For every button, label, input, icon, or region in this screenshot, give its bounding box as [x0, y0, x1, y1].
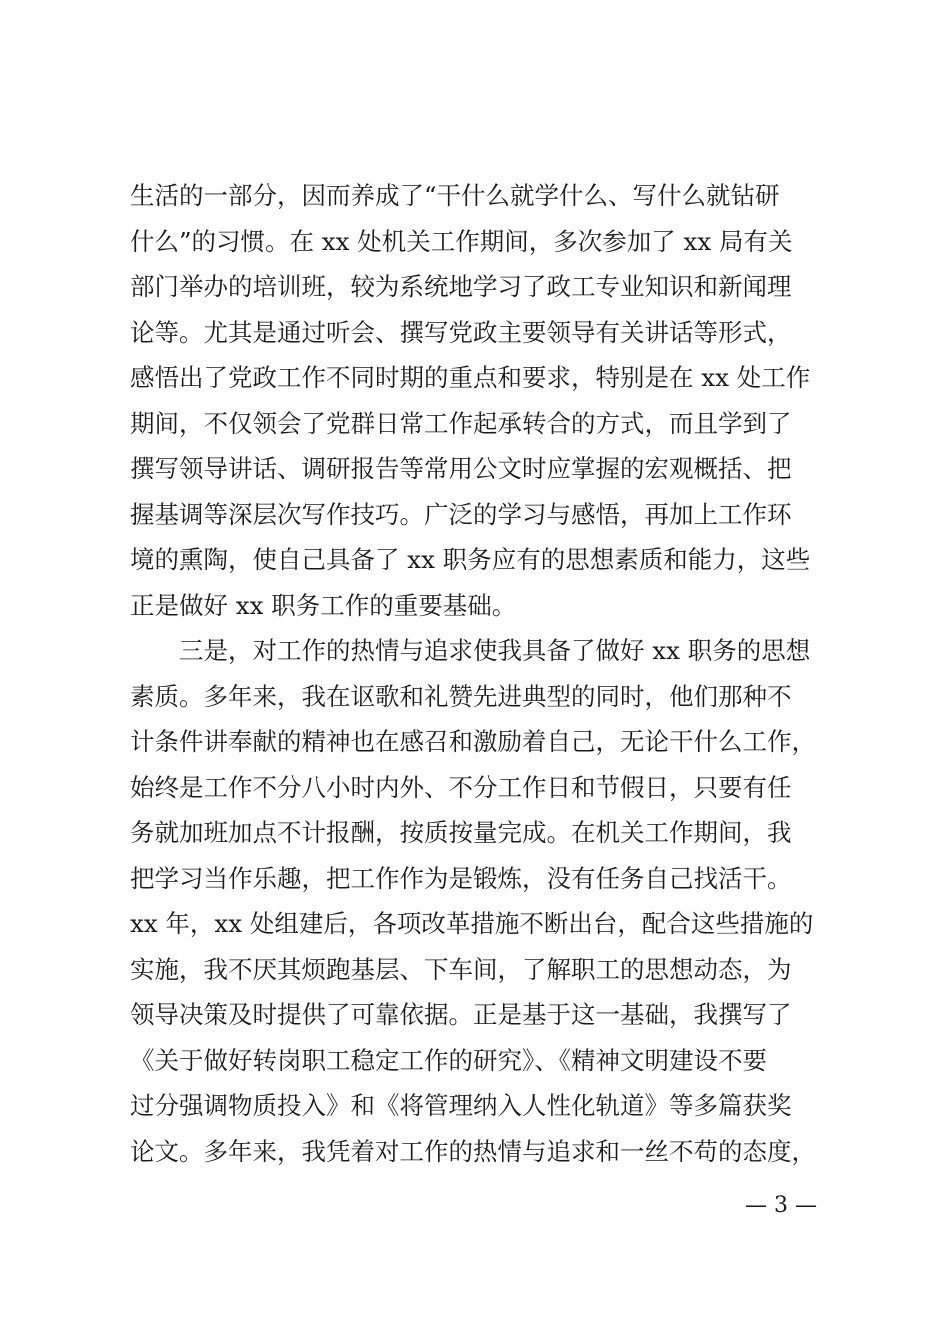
text-line: 领导决策及时提供了可靠依据。正是基于这一基础，我撰写了 [130, 1000, 792, 1029]
text-line: 务就加班加点不计报酬，按质按量完成。在机关工作期间，我 [130, 818, 792, 847]
text-line: 实施，我不厌其烦跑基层、下车间，了解职工的思想动态，为 [130, 954, 792, 984]
text-line: 素质。多年来，我在讴歌和礼赞先进典型的同时，他们那种不 [130, 681, 792, 711]
text-line: 论文。多年来，我凭着对工作的热情与追求和一丝不苟的态度， [130, 1136, 816, 1166]
text-line: 什么”的习惯。在 xx 处机关工作期间，多次参加了 xx 局有关 [130, 226, 793, 256]
text-line: 期间，不仅领会了党群日常工作起承转合的方式，而且学到了 [130, 408, 792, 438]
text-line: 撰写领导讲话、调研报告等常用公文时应掌握的宏观概括、把 [130, 454, 792, 483]
text-line: 始终是工作不分八小时内外、不分工作日和节假日，只要有任 [130, 772, 792, 802]
page-number: — 3 — [745, 1193, 817, 1218]
text-line: 生活的一部分，因而养成了“干什么就学什么、写什么就钻研 [130, 181, 780, 210]
text-line: 感悟出了党政工作不同时期的重点和要求，特别是在 xx 处工作 [130, 363, 811, 392]
text-line: 《关于做好转岗职工稳定工作的研究》、《精神文明建设不要 [130, 1045, 767, 1075]
text-line: 境的熏陶，使自己具备了 xx 职务应有的思想素质和能力，这些 [130, 545, 811, 574]
body-text [130, 173, 830, 1174]
paragraph-start-line: 三是，对工作的热情与追求使我具备了做好 xx 职务的思想 [179, 636, 811, 665]
text-line: 部门举办的培训班，较为系统地学习了政工专业知识和新闻理 [130, 272, 792, 301]
text-line: 正是做好 xx 职务工作的重要基础。 [130, 590, 517, 620]
text-line: 握基调等深层次写作技巧。广泛的学习与感悟，再加上工作环 [130, 499, 792, 529]
text-line: 过分强调物质投入》和《将管理纳入人性化轨道》等多篇获奖 [130, 1091, 792, 1120]
text-line: 论等。尤其是通过听会、撰写党政主要领导有关讲话等形式， [130, 317, 792, 347]
text-line: 把学习当作乐趣，把工作作为是锻炼，没有任务自己找活干。 [130, 863, 792, 893]
text-line: xx 年，xx 处组建后，各项改革措施不断出台，配合这些措施的 [130, 909, 814, 938]
text-line: 计条件讲奉献的精神也在感召和激励着自己，无论干什么工作， [130, 727, 816, 756]
